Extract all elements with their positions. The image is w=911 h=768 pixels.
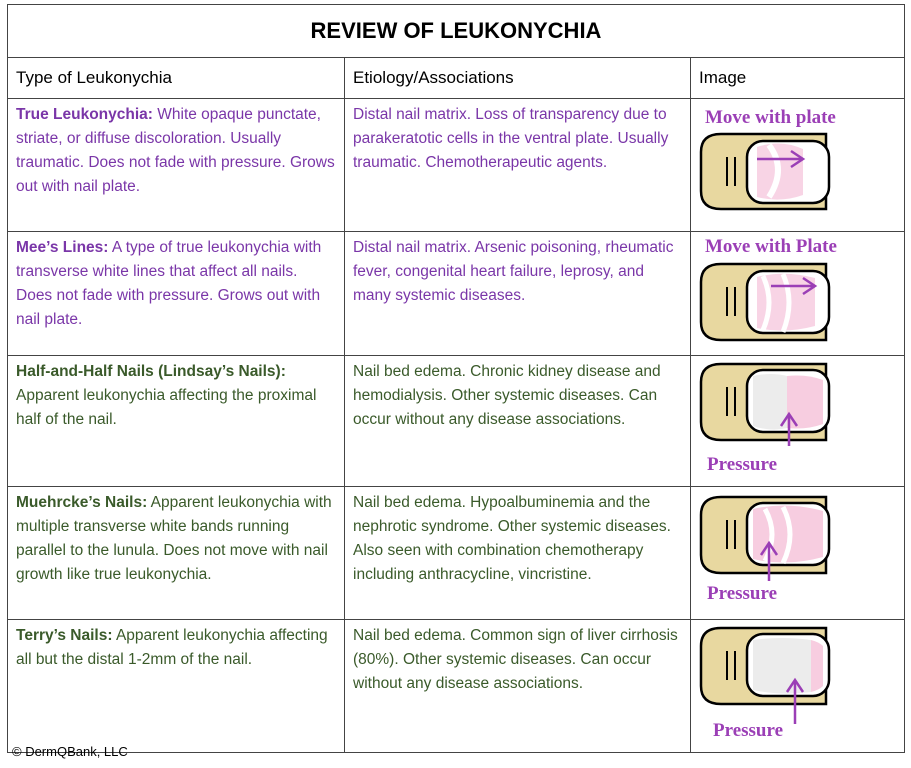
image-cell <box>691 99 905 232</box>
type-cell <box>8 356 345 487</box>
image-label: Move with Plate <box>705 236 837 257</box>
type-description: Apparent leukonychia affecting all but the distal 1-2mm of the nail. <box>16 627 328 668</box>
leukonychia-table <box>7 4 905 753</box>
table-row <box>8 356 905 487</box>
type-name: Muehrcke’s Nails: <box>16 494 148 511</box>
type-description: Apparent leukonychia with multiple transverse white bands running parallel to the lunula. Does not move with nail growth like true leukonychia. <box>16 494 332 583</box>
type-cell <box>8 99 345 232</box>
true-leukonychia-illustration <box>691 99 904 230</box>
terrys-nails-illustration <box>691 620 904 751</box>
image-cell <box>691 232 905 356</box>
image-cell <box>691 620 905 753</box>
type-description: White opaque punctate, striate, or diffuse discoloration. Usually traumatic. Does not fade with pressure. Grows out with nail plate. <box>16 106 335 195</box>
header-type: Type of Leukonychia <box>8 58 345 99</box>
white-proximal-half <box>753 374 787 430</box>
type-name: True Leukonychia: <box>16 106 153 123</box>
image-cell <box>691 356 905 487</box>
type-description: Apparent leukonychia affecting the proximal half of the nail. <box>16 387 317 428</box>
table-row <box>8 620 905 753</box>
muehrcke-illustration <box>691 487 904 618</box>
table-row <box>8 232 905 356</box>
etiology-cell: Distal nail matrix. Loss of transparency due to parakeratotic cells in the ventral plate. Usually traumatic. Chemotherapeutic agents. <box>345 99 691 232</box>
etiology-cell: Nail bed edema. Common sign of liver cirrhosis (80%). Other systemic diseases. Can occur without any disease associations. <box>345 620 691 753</box>
type-name: Terry’s Nails: <box>16 627 113 644</box>
table-title: REVIEW OF LEUKONYCHIA <box>8 5 905 58</box>
type-cell <box>8 620 345 753</box>
copyright-notice: © DermQBank, LLC <box>12 744 128 759</box>
header-etiology: Etiology/Associations <box>345 58 691 99</box>
table-row <box>8 99 905 232</box>
type-description: A type of true leukonychia with transverse white lines that affect all nails. Does not fade with pressure. Grows out with nail plate. <box>16 239 322 328</box>
etiology-cell: Distal nail matrix. Arsenic poisoning, rheumatic fever, congenital heart failure, leprosy, and many systemic diseases. <box>345 232 691 356</box>
image-label: Pressure <box>707 583 778 604</box>
type-name: Mee’s Lines: <box>16 239 109 256</box>
image-label: Move with plate <box>705 107 836 128</box>
image-label: Pressure <box>713 720 784 741</box>
half-and-half-illustration <box>691 356 904 485</box>
etiology-cell: Nail bed edema. Chronic kidney disease and hemodialysis. Other systemic diseases. Can occur without any disease associations. <box>345 356 691 487</box>
image-label: Pressure <box>707 454 778 475</box>
image-cell <box>691 487 905 620</box>
header-image: Image <box>691 58 905 99</box>
type-name: Half-and-Half Nails (Lindsay’s Nails): <box>16 363 286 380</box>
type-cell <box>8 232 345 356</box>
table-row <box>8 487 905 620</box>
etiology-cell: Nail bed edema. Hypoalbuminemia and the nephrotic syndrome. Other systemic diseases. Also seen with combination chemotherapy including anthracycline, vincristine. <box>345 487 691 620</box>
white-nail-bed <box>753 638 811 694</box>
type-cell <box>8 487 345 620</box>
mees-lines-illustration <box>691 232 904 354</box>
pink-distal-band <box>811 640 823 692</box>
